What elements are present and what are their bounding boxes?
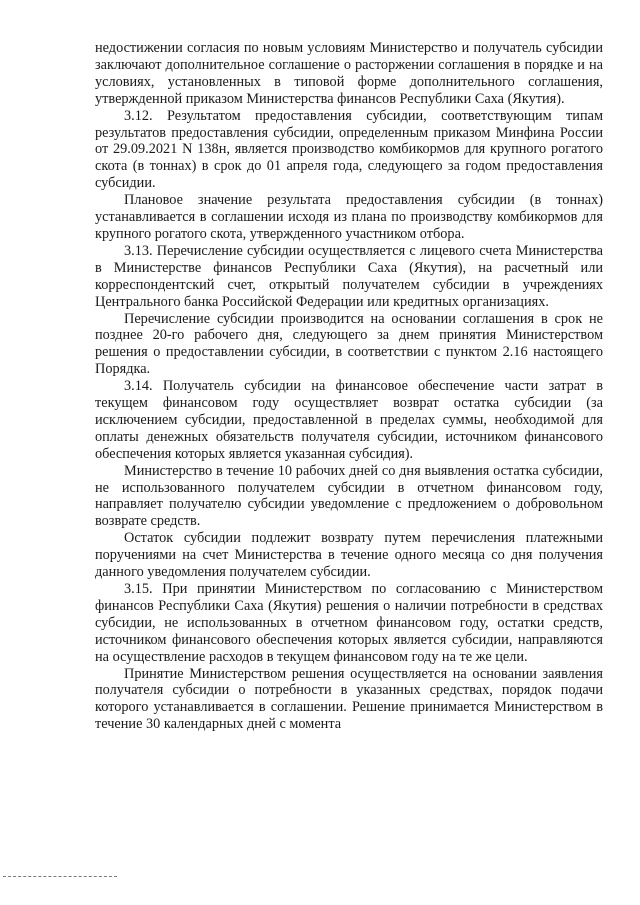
paragraph-3-14: 3.14. Получатель субсидии на финансовое обеспечение части затрат в текущем финансовом году осуществляет возврат остатка субсидии (за исключением субсидии, предоставленной в пределах суммы, необходимой для оплаты денежных обязательств получателя субсидии, источником финансового обеспечения которых является указанная субсидия). [95, 378, 603, 462]
paragraph-planned-value: Плановое значение результата предоставления субсидии (в тоннах) устанавливается в соглашении исходя из плана по производству комбикормов для крупного рогатого скота, утвержденного участником отбора. [95, 192, 603, 242]
paragraph-ministry-notice: Министерство в течение 10 рабочих дней со дня выявления остатка субсидии, не использованного получателем субсидии в отчетном финансовом году, направляет получателю субсидии уведомление с предложением о добровольном возврате средств. [95, 462, 603, 530]
paragraph-decision: Принятие Министерством решения осуществляется на основании заявления получателя субсидии о потребности в указанных средствах, порядок подачи которого устанавливается в соглашении. Решение принимается Министерством в течение 30 календарных дней с момента [95, 665, 603, 733]
paragraph-3-13: 3.13. Перечисление субсидии осуществляется с лицевого счета Министерства в Министерстве финансов Республики Саха (Якутия), на расчетный или корреспондентский счет, открытый получателем субсидии в учреждениях Центрального банка Российской Федерации или кредитных организациях. [95, 242, 603, 310]
paragraph-transfer-term: Перечисление субсидии производится на основании соглашения в срок не позднее 20-го рабочего дня, следующего за днем принятия Министерством решения о предоставлении субсидии, в соответствии с пунктом 2.16 настоящего Порядка. [95, 310, 603, 378]
paragraph-3-12: 3.12. Результатом предоставления субсидии, соответствующим типам результатов предоставления субсидии, определенным приказом Минфина России от 29.09.2021 N 138н, является производство комбикормов для крупного рогатого скота (в тоннах) в срок до 01 апреля года, следующего за годом предоставления субсидии. [95, 107, 603, 192]
document-body [95, 40, 603, 733]
paragraph-continuation: недостижении согласия по новым условиям Министерство и получатель субсидии заключают дополнительное соглашение о расторжении соглашения в порядке и на условиях, установленных в типовой форме дополнительного соглашения, утвержденной приказом Министерства финансов Республики Саха (Якутия). [95, 40, 603, 107]
footnote-divider [3, 876, 117, 877]
paragraph-3-15: 3.15. При принятии Министерством по согласованию с Министерством финансов Республики Саха (Якутия) решения о наличии потребности в средствах субсидии, не использованных в отчетном финансовом году, остатки средств, источником финансового обеспечения которых является субсидии, направляются на осуществление расходов в текущем финансовом году на те же цели. [95, 581, 603, 665]
paragraph-return-balance: Остаток субсидии подлежит возврату путем перечисления платежными поручениями на счет Министерства в течение одного месяца со дня получения данного уведомления получателем субсидии. [95, 530, 603, 581]
